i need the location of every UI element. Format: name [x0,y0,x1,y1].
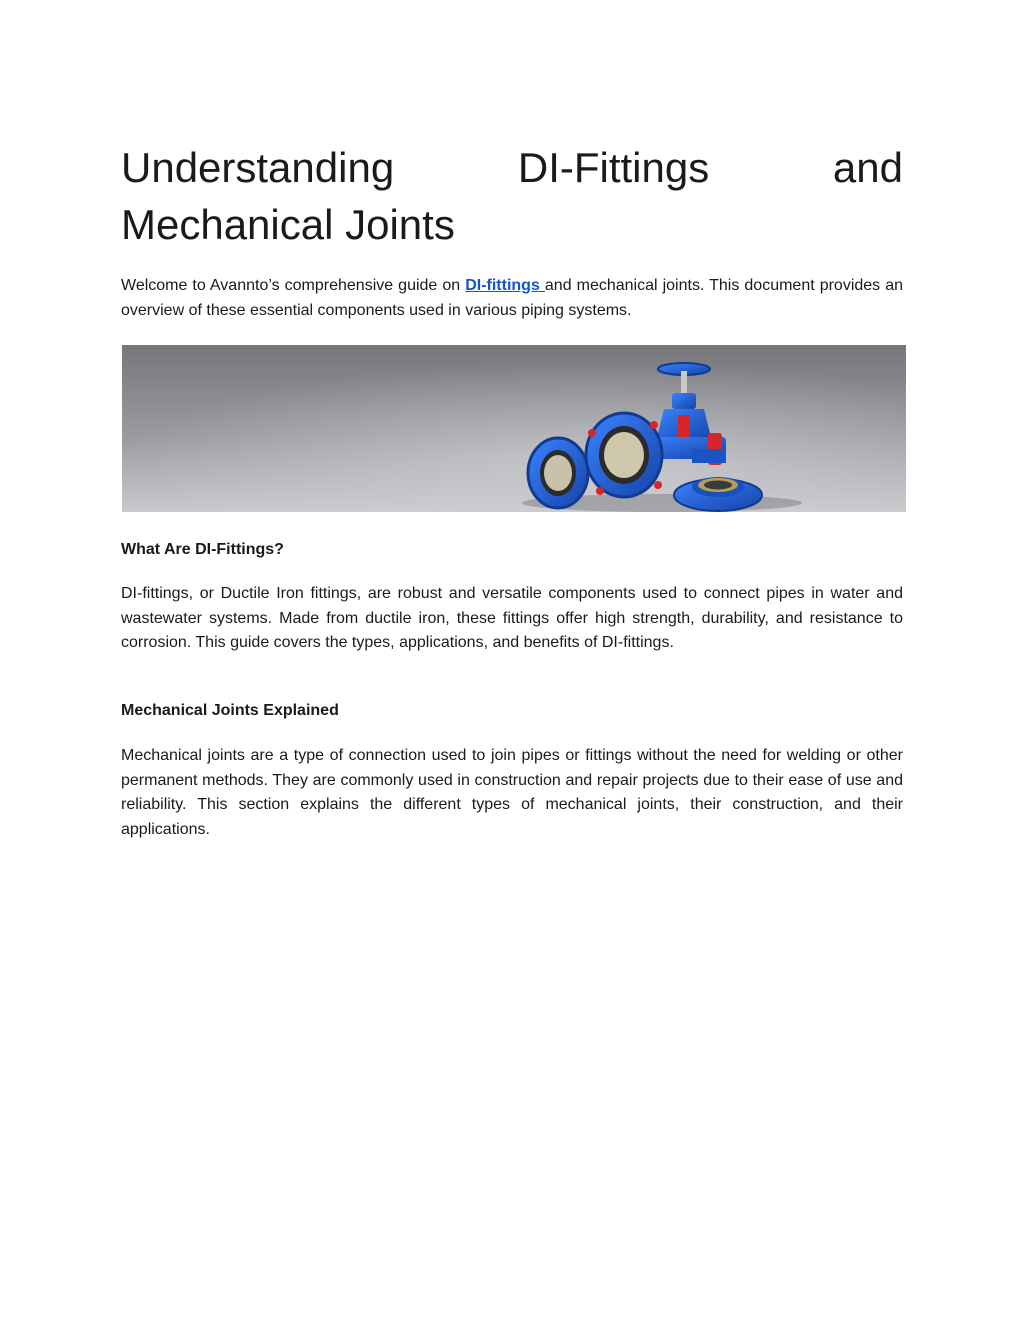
section-heading-mechanical-joints: Mechanical Joints Explained [121,702,339,719]
title-word-di-fittings: DI-Fittings [517,144,710,191]
section-body-mechanical-joints: Mechanical joints are a type of connection used to join pipes or fittings without the need for welding or other permanent methods. They are commonly used in construction and repair projects due to their ease of use and reliability. This section explains the different types of mechanical joints, their construction, and their applications. [121,747,903,838]
intro-text-before-link: Welcome to Avannto’s comprehensive guide on [121,277,466,294]
di-fittings-link[interactable]: DI-fittings [465,277,545,294]
document-title [121,139,903,253]
title-word-and: and [832,144,903,191]
section-body-di-fittings: DI-fittings, or Ductile Iron fittings, are robust and versatile components used to connect pipes in water and wastewater systems. Made from ductile iron, these fittings offer high strength, durability, and resistance to corrosion. This guide covers the types, applications, and benefits of DI-fittings. [121,585,903,651]
title-line-2: Mechanical Joints [121,201,455,248]
section-heading-di-fittings: What Are DI-Fittings? [121,541,284,558]
di-fittings-product-image [122,345,906,512]
title-word-understanding: Understanding [121,144,395,191]
title-line-1 [121,139,903,196]
intro-text-after-link: and mechanical joints. This document provides an overview of these essential components used in various piping systems. [121,277,904,319]
intro-paragraph [121,274,903,323]
